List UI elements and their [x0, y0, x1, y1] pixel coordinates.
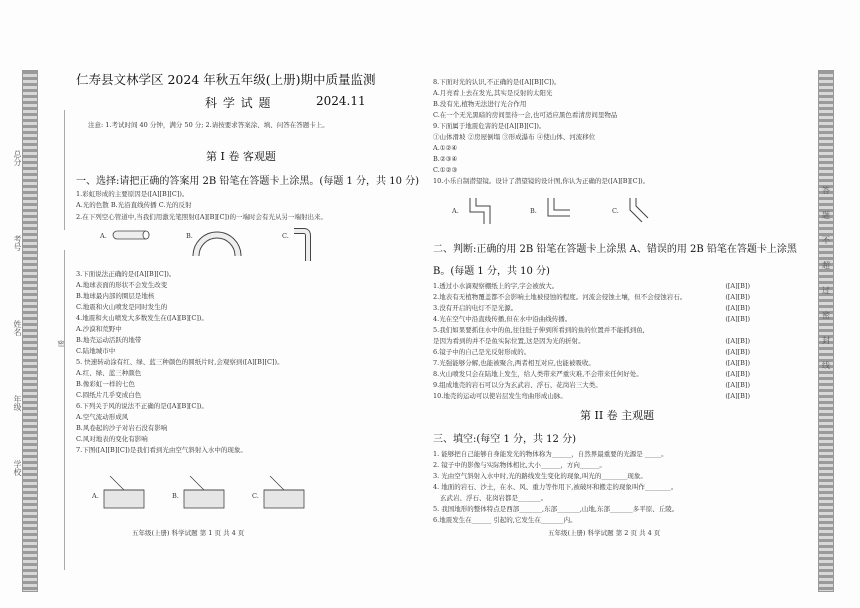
- seal-line-label: 密: [57, 340, 65, 347]
- question-line: 5. 快速转动涂有红、绿、蓝三种颜色的圆纸片时,会观察到([A][B][C])。: [76, 358, 284, 366]
- bent-tube-figure: [290, 228, 314, 264]
- figure-label-b: B.: [172, 492, 179, 500]
- name-label: 姓名: [13, 320, 22, 336]
- binding-line: [64, 250, 65, 570]
- school-label: 学校: [13, 460, 22, 476]
- question-line: C.在一个无光黑暗的房间里待一会,也可适应黑色看清房间里物品: [433, 111, 618, 119]
- light-refraction-figure: [102, 474, 148, 510]
- question-line: 3.下面说法正确的是([A][B][C])。: [76, 270, 176, 278]
- question-line: B.没有光,植物无法进行光合作用: [433, 100, 527, 108]
- answer-marker: ([A][B]): [725, 348, 750, 356]
- binding-line: [64, 110, 65, 230]
- answer-marker: ([A][B]): [725, 315, 750, 323]
- figure-label-c: C.: [612, 207, 619, 215]
- question-line: C.圆纸片几乎变成白色: [76, 391, 142, 399]
- volume-2-title: 第 II 卷 主观题: [580, 409, 655, 422]
- score-label: 总分: [13, 150, 22, 166]
- page-footer-1: 五年级(上册) 科学试题 第 1 页 共 4 页: [132, 529, 245, 537]
- fill-line: 1. 能够把自己能够自身能发光的物体称为______，自然界最重要的光源是 _____。: [433, 450, 668, 458]
- question-line: 2.在下列空心管道中,当我们用激光笔照射([A][B][C])的一端时会有光从另一端射出来。: [76, 213, 327, 221]
- question-line: A.光的色散 B.光沿直线传播 C.光的反射: [76, 201, 192, 209]
- section-2-heading: 二、判断:正确的用 2B 铅笔在答题卡上涂黑 A、错误的用 2B 铅笔在答题卡上涂黑: [433, 244, 797, 255]
- exam-title: 仁寿县文林学区 2024 年秋五年级(上册)期中质量监测: [76, 72, 376, 87]
- answer-marker: ([A][B]): [725, 370, 750, 378]
- question-line: B.地壳运动活跃的地带: [76, 336, 142, 344]
- figure-label-b: B.: [186, 232, 193, 240]
- straight-tube-figure: [112, 228, 152, 242]
- judgement-line: 10.地壳的运动可以使岩层发生弯曲形成山脉。: [433, 392, 567, 400]
- judgement-line: 5.我们如果要抓住水中的鱼,往往肚子伸到所看到的鱼的位置并不能抓到鱼,: [433, 326, 645, 334]
- question-line: B.地球最内部的圈层是地核: [76, 292, 155, 300]
- question-line: A.①②④: [433, 144, 458, 152]
- grade-label: 年级: [13, 395, 22, 411]
- question-line: B.风卷起的沙子对岩石没有影响: [76, 424, 168, 432]
- question-line: C.①②③: [433, 166, 458, 174]
- light-refraction-figure: [182, 474, 228, 510]
- exam-subject: 科 学 试 题: [205, 96, 272, 110]
- question-line: C.陆地城市中: [76, 347, 116, 355]
- chimney-figure: [622, 196, 662, 226]
- fill-line: 5. 我国地形的整体特点是西部_______,东部_______,山地,东部_______多平原、丘陵。: [433, 505, 679, 513]
- question-line: 9.下面属于地震危害的是([A][B][C])。: [433, 122, 546, 130]
- answer-marker: ([A][B]): [725, 381, 750, 389]
- judgement-line: 是因为看到的并不是鱼实际位置,这是因为光的折射。: [433, 337, 585, 345]
- answer-marker: ([A][B]): [725, 304, 750, 312]
- fill-line: 4. 地面的岩石、沙土，在水、风、重力等作用下,被破坏和搬走的现象叫作________。: [433, 483, 678, 491]
- figure-label-a: A.: [92, 492, 99, 500]
- question-line: C.地震和火山喷发是同时发生的: [76, 303, 168, 311]
- answer-marker: ([A][B]): [725, 293, 750, 301]
- question-line: 8.下面对光的认识,不正确的是([A][B][C])。: [433, 78, 561, 86]
- section-2-heading: B。(每题 1 分，共 10 分): [433, 266, 550, 277]
- section-1-heading: 一、选择:请把正确的答案用 2B 铅笔在答题卡上涂黑。(每题 1 分，共 10 分): [76, 176, 420, 187]
- judgement-line: 9.组成地壳的岩石可以分为玄武岩、浮石、花岗岩三大类。: [433, 381, 602, 389]
- judgement-line: 6.镜子中的自己是光反射形成的。: [433, 348, 531, 356]
- figure-label-a: A.: [100, 232, 107, 240]
- fill-line: 6.地震发生在______ 引起的,它发生在_______内。: [433, 516, 577, 524]
- judgement-line: 2.地表有无植物覆盖都不会影响土地被侵蚀的程度。河流会侵蚀土壤，但不会侵蚀岩石。: [433, 293, 687, 301]
- question-line: 1.彩虹形成的主要原因是([A][B][C])。: [76, 190, 189, 198]
- answer-marker: ([A][B]): [725, 337, 750, 345]
- judgement-line: 7.光强能够分解,也能被聚合,两者相互对应,也能被吸收。: [433, 359, 595, 367]
- page-footer-2: 五年级(上册) 科学试题 第 2 页 共 4 页: [548, 529, 661, 537]
- question-line: 10.小乐自制潜望镜。设计了潜望镜的设计图,你认为正确的是([A][B][C])。: [433, 177, 650, 185]
- answer-marker: ([A][B]): [725, 392, 750, 400]
- fill-line: 玄武岩、浮石、花岗岩都是_______。: [440, 494, 548, 502]
- binding-right-text: 答 题 不 超 过 密 封 线: [822, 186, 830, 370]
- exam-note: 注意: 1.考试时间 40 分钟，满分 50 分; 2.请按要求答案涂、填、问答在答题卡上。: [88, 121, 329, 129]
- figure-label-b: B.: [530, 207, 537, 215]
- exam-number-label: 考号: [13, 235, 22, 251]
- volume-1-title: 第 I 卷 客观题: [206, 150, 276, 163]
- section-3-heading: 三、填空:(每空 1 分，共 12 分): [433, 434, 576, 445]
- question-line: 7.下图([A][B][C])是我们看到光由空气斜射入水中的现象。: [76, 446, 247, 454]
- question-line: B.②③④: [433, 155, 458, 163]
- question-line: 4.地震和火山喷发大多数发生在([A][B][C])。: [76, 314, 208, 322]
- question-line: C.风对地表的变化有影响: [76, 435, 148, 443]
- question-line: 6.下列关于风的说法不正确的是([A][B][C])。: [76, 402, 208, 410]
- question-line: A.沙漠和荒野中: [76, 325, 122, 333]
- exam-date: 2024.11: [316, 94, 366, 108]
- left-binding-strip: [22, 70, 38, 592]
- chimney-figure: [462, 196, 502, 226]
- light-refraction-figure: [262, 474, 308, 510]
- judgement-line: 8.火山喷发只会在陆地上发生，给人类带来严重灾难,不会带来任何好处。: [433, 370, 643, 378]
- answer-marker: ([A][B]): [725, 282, 750, 290]
- question-line: A.月亮看上去在发光,其实是反射的太阳光: [433, 89, 553, 97]
- question-line: A.地球表面的形状不会发生改变: [76, 281, 168, 289]
- fill-line: 3. 光由空气斜射入水中时,光的路线发生变化的现象,叫光的________现象。: [433, 472, 647, 480]
- question-line: A.红、绿、蓝三种颜色: [76, 369, 142, 377]
- chimney-figure: [540, 196, 580, 226]
- figure-label-c: C.: [252, 492, 259, 500]
- curved-tube-figure: [192, 228, 242, 258]
- judgement-line: 3.没有开启的电灯不是光源。: [433, 304, 518, 312]
- question-line: A.空气流动形成风: [76, 413, 129, 421]
- judgement-line: 4.光在空气中沿直线传播,但在水中沿曲线传播。: [433, 315, 572, 323]
- judgement-line: 1.透过小水滴观察棚纸上的字,字会被放大。: [433, 282, 559, 290]
- figure-label-c: C.: [282, 232, 289, 240]
- question-line: ①山体滑坡 ②房屋倒塌 ③形成瀑布 ④使山体、河流移位: [433, 133, 596, 141]
- answer-marker: ([A][B]): [725, 359, 750, 367]
- fill-line: 2. 镜子中的影像与实际物体相比,大小______，方向______。: [433, 461, 606, 469]
- question-line: B.像彩虹一样的七色: [76, 380, 135, 388]
- figure-label-a: A.: [452, 207, 459, 215]
